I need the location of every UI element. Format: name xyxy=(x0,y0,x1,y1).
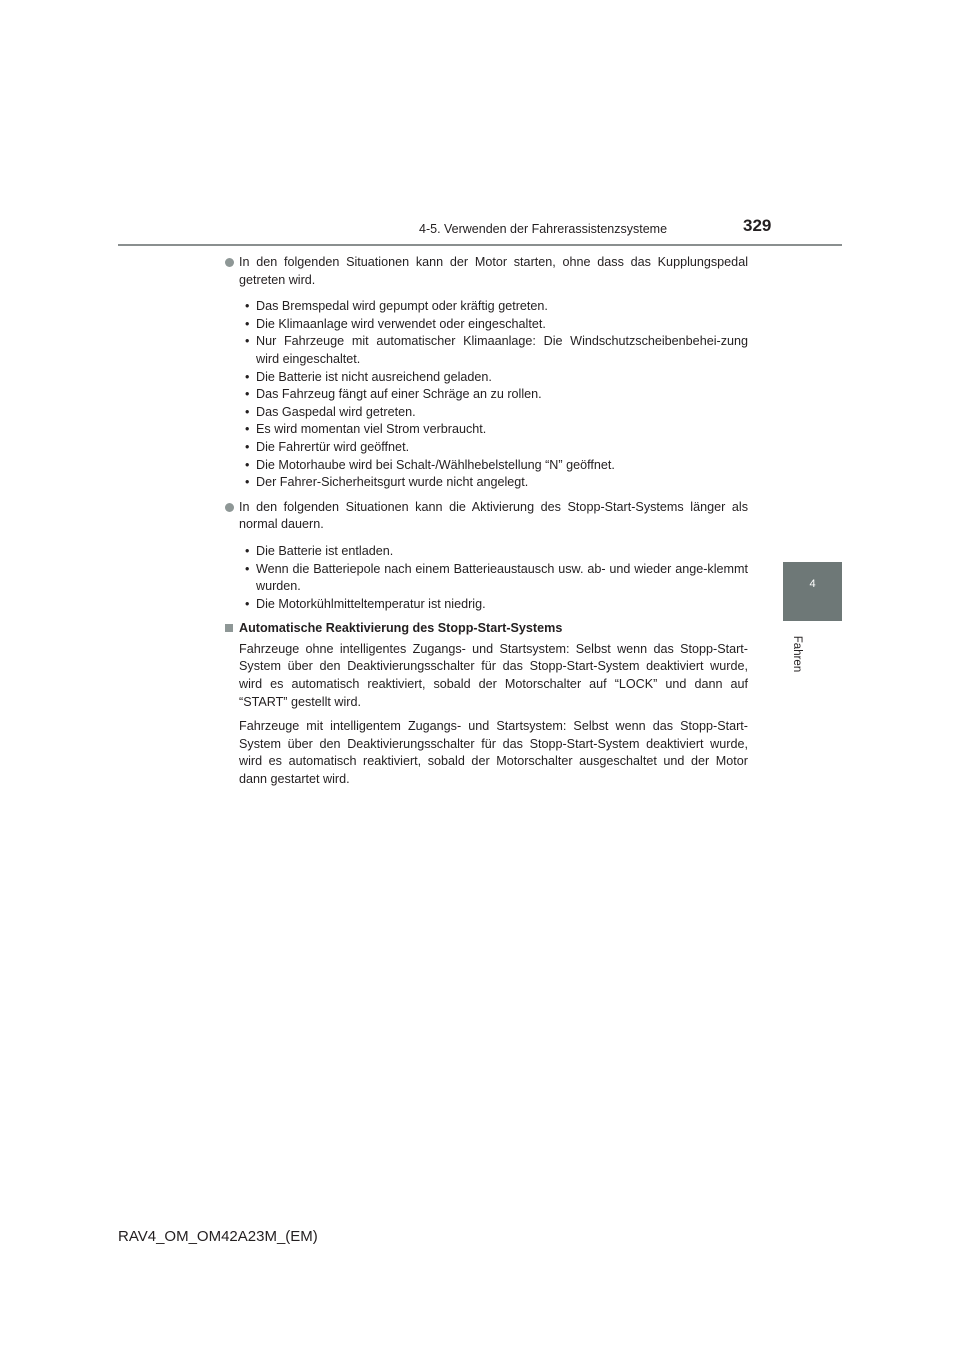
bullet-section-activation-delay xyxy=(222,499,748,534)
running-header: 4-5. Verwenden der Fahrerassistenzsysteme xyxy=(419,222,668,236)
circle-bullet-icon xyxy=(225,503,234,512)
list-item: • Es wird momentan viel Strom verbraucht. xyxy=(245,422,487,437)
list-item: • Das Gaspedal wird getreten. xyxy=(245,404,416,419)
section-intro-text: In den folgenden Situationen kann der Motor starten, ohne dass das Kupplungspedal getreten wird. xyxy=(239,255,748,287)
sub-list-activation-delay xyxy=(222,543,748,613)
header-rule xyxy=(118,244,842,246)
page-number: 329 xyxy=(743,216,772,235)
chapter-label-box xyxy=(789,632,805,676)
square-bullet-icon xyxy=(225,624,233,632)
list-item: • Die Motorkühlmitteltemperatur ist niedrig. xyxy=(245,596,486,611)
list-item: • Das Bremspedal wird gepumpt oder kräftig getreten. xyxy=(245,299,548,314)
sub-list-engine-start xyxy=(222,298,748,492)
paragraph: Fahrzeuge mit intelligentem Zugangs- und Startsystem: Selbst wenn das Stopp-Start-System über den Deaktivierungsschalter für das Stopp-Start-System deaktiviert wurde, wird es automatisch reaktiviert, sobald der Motorschalter ausgeschaltet und der Motor dann gestartet wird. xyxy=(239,719,748,787)
page-content xyxy=(222,254,748,789)
chapter-label: Fahren xyxy=(791,635,803,673)
paragraph: Fahrzeuge ohne intelligentes Zugangs- und Startsystem: Selbst wenn das Stopp-Start-System über den Deaktivierungsschalter für das Stopp-Start-System deaktiviert wurde, wird es automatisch reaktiviert, sobald der Motorschalter auf “LOCK” und dann auf “START” gestellt wird. xyxy=(239,641,748,709)
list-item: • Das Fahrzeug fängt auf einer Schräge an zu rollen. xyxy=(245,387,542,402)
bullet-section-engine-start xyxy=(222,254,748,289)
list-item: • Der Fahrer-Sicherheitsgurt wurde nicht angelegt. xyxy=(245,475,529,490)
document-code: RAV4_OM_OM42A23M_(EM) xyxy=(118,1228,318,1245)
section-auto-reactivation xyxy=(222,620,748,788)
list-item: • Die Fahrertür wird geöffnet. xyxy=(245,439,410,454)
list-item: • Die Batterie ist entladen. xyxy=(245,543,394,558)
circle-bullet-icon xyxy=(225,258,234,267)
list-item: • Nur Fahrzeuge mit automatischer Klimaanlage: Die Windschutzscheibenbehei-zung wird eingeschaltet. xyxy=(245,334,748,366)
section-heading: Automatische Reaktivierung des Stopp-Start-Systems xyxy=(239,621,563,636)
chapter-tab xyxy=(783,562,842,621)
chapter-number: 4 xyxy=(809,578,816,590)
section-intro-text: In den folgenden Situationen kann die Aktivierung des Stopp-Start-Systems länger als normal dauern. xyxy=(239,499,748,532)
list-item: • Die Motorhaube wird bei Schalt-/Wählhebelstellung “N” geöffnet. xyxy=(245,457,615,472)
list-item: • Die Klimaanlage wird verwendet oder eingeschaltet. xyxy=(245,316,546,331)
list-item: • Die Batterie ist nicht ausreichend geladen. xyxy=(245,369,492,384)
list-item: • Wenn die Batteriepole nach einem Batterieaustausch usw. ab- und wieder ange-klemmt wurden. xyxy=(245,561,748,594)
